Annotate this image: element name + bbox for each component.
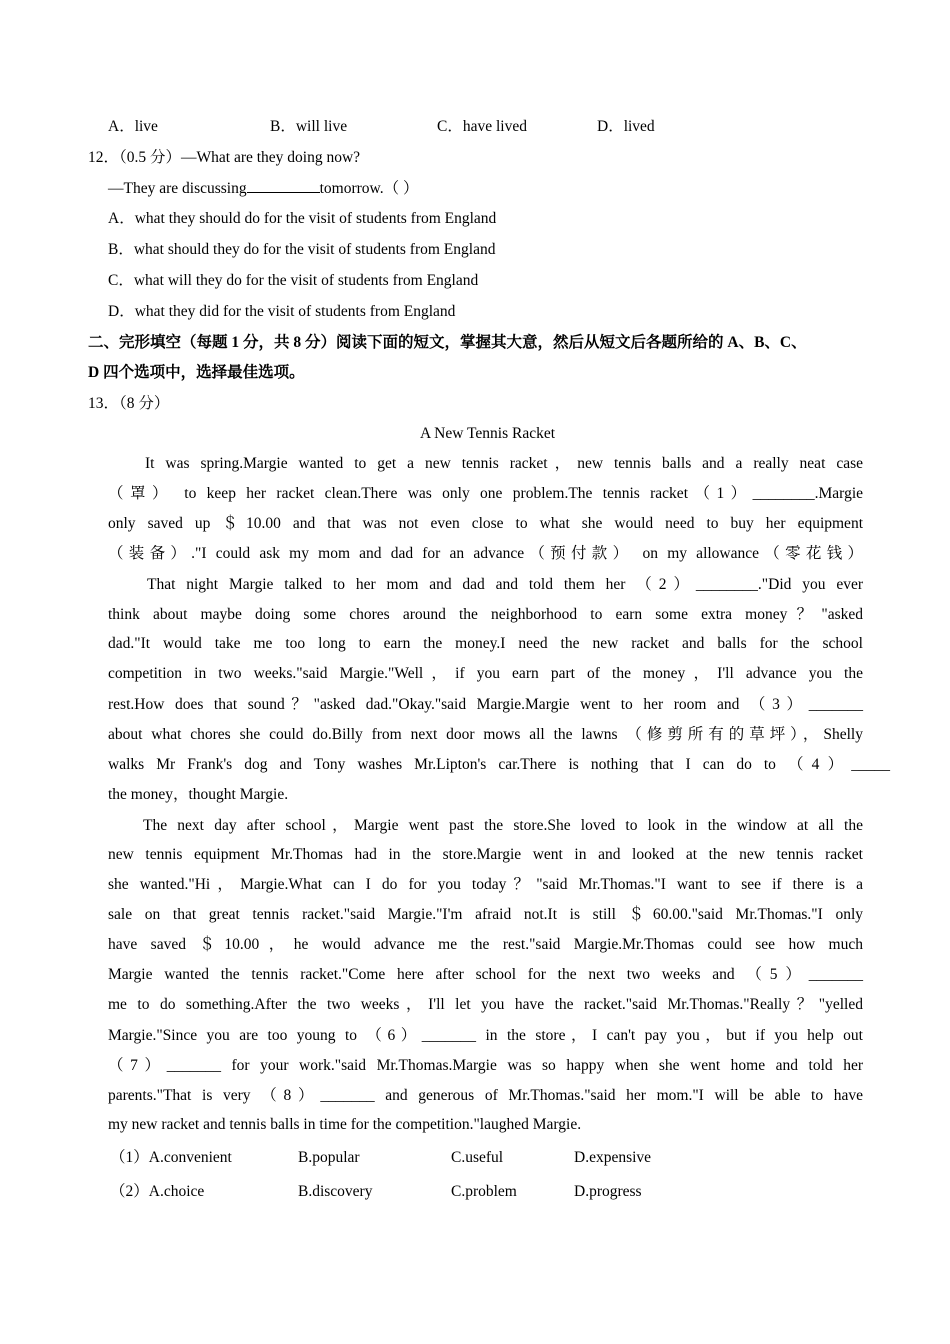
passage-line: dad."It would take me too long to earn the money.I need the new racket and balls for the school xyxy=(108,635,863,652)
passage-line: Margie wanted the tennis racket."Come here after school for the next two weeks and （5）_______ xyxy=(108,966,863,983)
section-heading: 二、完形填空（每题 1 分，共 8 分）阅读下面的短文，掌握其大意，然后从短文后各题所给的 A、B、C、 xyxy=(88,334,807,351)
passage-line: （罩） to keep her racket clean.There was only one problem.The tennis racket（1）________.Margie xyxy=(108,485,863,502)
q13-choice-2-a: （2）A.choice xyxy=(110,1183,205,1200)
q13-number: 13．（8 分） xyxy=(88,395,170,412)
q11-option-b: B．will live xyxy=(270,118,348,135)
passage-title: A New Tennis Racket xyxy=(419,425,556,442)
q11-option-a: A．live xyxy=(108,118,158,135)
passage-line: the money，thought Margie. xyxy=(108,786,289,803)
passage-line: competition in two weeks."said Margie."Well，if you earn part of the money，I'll advance you the xyxy=(108,665,863,682)
q12-answer-prefix: —They are discussing xyxy=(108,180,247,197)
q13-choice-1-c: C.useful xyxy=(451,1149,504,1166)
passage-line: rest.How does that sound？"asked dad."Okay."said Margie.Margie went to her room and （3）_______ xyxy=(108,696,863,713)
q12-option: D．what they did for the visit of students from England xyxy=(108,303,456,320)
passage-line: only saved up ＄10.00 and that was not even close to what she would need to buy her equipment xyxy=(108,515,863,532)
passage-line: about what chores she could do.Billy from next door mows all the lawns （修剪所有的草坪），Shelly xyxy=(108,726,863,743)
passage-line: sale on that great tennis racket."said Margie."I'm afraid not.It is still ＄60.00."said Mr.Thomas."I only xyxy=(108,906,863,923)
q13-choice-2-b: B.discovery xyxy=(298,1183,373,1200)
passage-line: （7）_______ for your work."said Mr.Thomas.Margie was so happy when she went home and told her xyxy=(108,1057,863,1074)
q13-choice-1-a: （1）A.convenient xyxy=(110,1149,232,1166)
passage-line: （装备）."I could ask my mom and dad for an advance（预付款） on my allowance（零花钱） xyxy=(108,545,863,562)
q13-choice-1-d: D.expensive xyxy=(574,1149,652,1166)
q13-choice-2-c: C.problem xyxy=(451,1183,517,1200)
q12-blank xyxy=(247,178,320,193)
section-heading: D 四个选项中，选择最佳选项。 xyxy=(88,364,305,381)
passage-line: It was spring.Margie wanted to get a new tennis racket，new tennis balls and a really neat case xyxy=(145,455,863,472)
passage-line: new tennis equipment Mr.Thomas had in the store.Margie went in and looked at the new tennis racket xyxy=(108,846,863,863)
q13-choice-1-b: B.popular xyxy=(298,1149,360,1166)
passage-line: Margie."Since you are too young to （6）_______ in the store，I can't pay you，but if you help out xyxy=(108,1027,863,1044)
passage-line: The next day after school，Margie went past the store.She loved to look in the window at all the xyxy=(143,817,863,834)
passage-line: my new racket and tennis balls in time for the competition."laughed Margie. xyxy=(108,1116,582,1133)
q12-option: A．what they should do for the visit of students from England xyxy=(108,210,497,227)
q11-option-d: D．lived xyxy=(597,118,655,135)
passage-line: parents."That is very （8）_______ and generous of Mr.Thomas."said her mom."I will be able to have xyxy=(108,1087,863,1104)
q13-choice-2-d: D.progress xyxy=(574,1183,642,1200)
passage-line: she wanted."Hi，Margie.What can I do for you today？"said Mr.Thomas."I want to see if there is a xyxy=(108,876,863,893)
passage-line: That night Margie talked to her mom and dad and told them her （2）________."Did you ever xyxy=(147,576,863,593)
passage-line: walks Mr Frank's dog and Tony washes Mr.Lipton's car.There is nothing that I can do to （4）_____ xyxy=(108,756,890,773)
passage-line: me to do something.After the two weeks，I'll let you have the racket."said Mr.Thomas."Really？"yelled xyxy=(108,996,863,1013)
q12-stem: 12．（0.5 分）—What are they doing now? xyxy=(88,149,361,166)
passage-line: have saved ＄10.00，he would advance me the rest."said Margie.Mr.Thomas could see how much xyxy=(108,936,863,953)
q11-option-c: C．have lived xyxy=(437,118,527,135)
q12-answer-line xyxy=(108,178,418,199)
passage-line: think about maybe doing some chores around the neighborhood to earn some extra money？"asked xyxy=(108,606,863,623)
q12-answer-suffix: tomorrow.（ ） xyxy=(319,180,419,197)
q12-option: B．what should they do for the visit of students from England xyxy=(108,241,496,258)
q12-option: C．what will they do for the visit of students from England xyxy=(108,272,479,289)
